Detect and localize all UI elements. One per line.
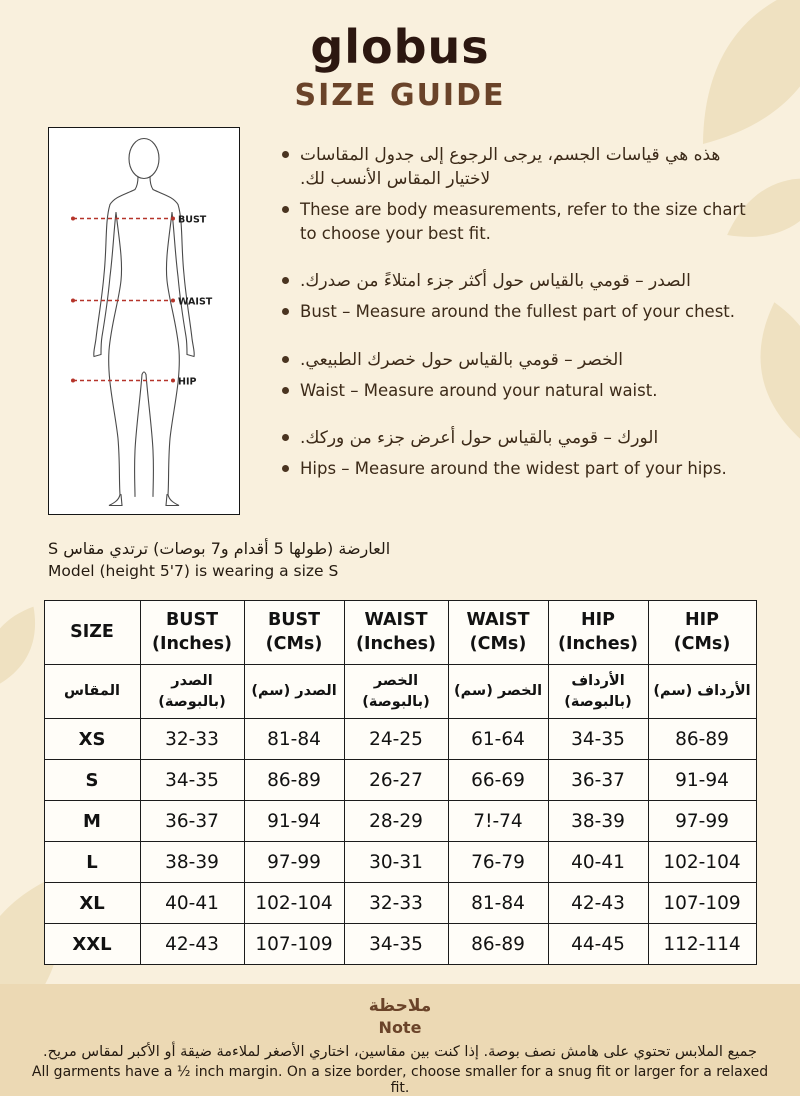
table-header-row-english <box>44 601 756 665</box>
col-header-bust-cms-ar: الصدر (سم) <box>244 665 344 719</box>
figure-outline <box>94 139 195 506</box>
table-row-m <box>44 801 756 842</box>
instruction-text-arabic: هذه هي قياسات الجسم، يرجى الرجوع إلى جدول المقاسات لاختيار المقاس الأنسب لك. <box>300 145 721 190</box>
col-header-waist-cms-ar: الخصر (سم) <box>448 665 548 719</box>
instruction-text-arabic: الخصر – قومي بالقياس حول خصرك الطبيعي. <box>300 349 624 370</box>
note-body-arabic: جميع الملابس تحتوي على هامش نصف بوصة. إذا كنت بين مقاسين، اختاري الأصغر لملاءمة ضيقة أو الأكبر لمقاس مريح. <box>43 1044 757 1060</box>
instruction-item <box>282 348 752 372</box>
value-cell: 102-104 <box>648 842 756 883</box>
table-row-xs <box>44 719 756 760</box>
value-cell: 81-84 <box>448 883 548 924</box>
value-cell: 107-109 <box>244 924 344 965</box>
body-figure-illustration <box>49 128 239 514</box>
size-cell: XXL <box>44 924 140 965</box>
col-header-hip-inches: HIP (Inches) <box>548 601 648 665</box>
table-row-xxl <box>44 924 756 965</box>
col-header-waist-cms: WAIST (CMs) <box>448 601 548 665</box>
col-header-hip-inches-ar: الأرداف (بالبوصة) <box>548 665 648 719</box>
table-row-l <box>44 842 756 883</box>
col-header-waist-inches: WAIST (Inches) <box>344 601 448 665</box>
instruction-group-hips <box>282 426 752 481</box>
col-header-hip-cms: HIP (CMs) <box>648 601 756 665</box>
instruction-text-arabic: الورك – قومي بالقياس حول أعرض جزء من وركك. <box>300 428 659 449</box>
instruction-item <box>282 457 752 480</box>
size-cell: S <box>44 760 140 801</box>
header <box>0 0 800 113</box>
value-cell: 32-33 <box>344 883 448 924</box>
bullet-icon <box>282 277 289 284</box>
col-header-size-ar: المقاس <box>44 665 140 719</box>
bullet-icon <box>282 151 289 158</box>
value-cell: 26-27 <box>344 760 448 801</box>
value-cell: 42-43 <box>140 924 244 965</box>
note-section <box>0 984 800 1096</box>
instruction-group-waist <box>282 348 752 403</box>
model-note-arabic: العارضة (طولها 5 أقدام و7 بوصات) ترتدي مقاس S <box>48 539 391 558</box>
col-header-waist-inches-ar: الخصر (بالبوصة) <box>344 665 448 719</box>
instruction-item <box>282 300 752 323</box>
table-header-row-arabic <box>44 665 756 719</box>
value-cell: 34-35 <box>140 760 244 801</box>
size-cell: XL <box>44 883 140 924</box>
value-cell: 38-39 <box>548 801 648 842</box>
bullet-icon <box>282 308 289 315</box>
value-cell: 30-31 <box>344 842 448 883</box>
value-cell: 36-37 <box>548 760 648 801</box>
size-chart-table <box>44 600 757 965</box>
page-title: SIZE GUIDE <box>294 78 506 113</box>
body-measurement-figure <box>48 127 240 515</box>
note-body-english: All garments have a ½ inch margin. On a size border, choose smaller for a snug fit or larger for a relaxed fit. <box>31 1064 769 1096</box>
value-cell: 86-89 <box>648 719 756 760</box>
value-cell: 97-99 <box>648 801 756 842</box>
value-cell: 38-39 <box>140 842 244 883</box>
bullet-icon <box>282 356 289 363</box>
value-cell: 24-25 <box>344 719 448 760</box>
value-cell: 40-41 <box>548 842 648 883</box>
bullet-icon <box>282 387 289 394</box>
instruction-item <box>282 198 752 245</box>
instructions-list <box>282 127 752 515</box>
instruction-item <box>282 269 752 293</box>
size-cell: L <box>44 842 140 883</box>
value-cell: 86-89 <box>244 760 344 801</box>
value-cell: 44-45 <box>548 924 648 965</box>
bullet-icon <box>282 465 289 472</box>
size-cell: M <box>44 801 140 842</box>
instruction-item <box>282 143 752 191</box>
value-cell: 40-41 <box>140 883 244 924</box>
model-note-english: Model (height 5'7) is wearing a size S <box>48 562 339 580</box>
size-cell: XS <box>44 719 140 760</box>
col-header-bust-cms: BUST (CMs) <box>244 601 344 665</box>
value-cell: 81-84 <box>244 719 344 760</box>
brand-logo: globus <box>310 20 490 74</box>
value-cell: 61-64 <box>448 719 548 760</box>
value-cell: 91-94 <box>648 760 756 801</box>
instruction-text-english: Bust – Measure around the fullest part of your chest. <box>300 302 736 322</box>
value-cell: 32-33 <box>140 719 244 760</box>
value-cell: 107-109 <box>648 883 756 924</box>
table-row-s <box>44 760 756 801</box>
note-title-arabic: ملاحظة <box>368 996 432 1016</box>
value-cell: 36-37 <box>140 801 244 842</box>
instruction-text-english: These are body measurements, refer to the size chart to choose your best fit. <box>300 200 746 243</box>
bullet-icon <box>282 206 289 213</box>
col-header-bust-inches: BUST (Inches) <box>140 601 244 665</box>
value-cell: 86-89 <box>448 924 548 965</box>
value-cell: 97-99 <box>244 842 344 883</box>
hip-label: HIP <box>178 376 197 388</box>
bust-label: BUST <box>178 214 207 226</box>
col-header-size: SIZE <box>44 601 140 665</box>
table-row-xl <box>44 883 756 924</box>
instruction-group-general <box>282 143 752 245</box>
value-cell: 34-35 <box>548 719 648 760</box>
value-cell: 28-29 <box>344 801 448 842</box>
value-cell: 102-104 <box>244 883 344 924</box>
value-cell: 7!-74 <box>448 801 548 842</box>
value-cell: 66-69 <box>448 760 548 801</box>
waist-label: WAIST <box>178 296 213 308</box>
instruction-group-bust <box>282 269 752 324</box>
measurement-lines <box>71 217 175 383</box>
col-header-hip-cms-ar: الأرداف (سم) <box>648 665 756 719</box>
value-cell: 91-94 <box>244 801 344 842</box>
note-title-english: Note <box>378 1018 422 1037</box>
instruction-text-english: Hips – Measure around the widest part of your hips. <box>300 459 727 479</box>
instruction-text-arabic: الصدر – قومي بالقياس حول أكثر جزء امتلاءً من صدرك. <box>300 271 691 292</box>
col-header-bust-inches-ar: الصدر (بالبوصة) <box>140 665 244 719</box>
value-cell: 34-35 <box>344 924 448 965</box>
value-cell: 112-114 <box>648 924 756 965</box>
instruction-item <box>282 426 752 450</box>
measurement-section <box>0 113 800 515</box>
value-cell: 42-43 <box>548 883 648 924</box>
model-note <box>0 515 800 580</box>
instruction-item <box>282 379 752 402</box>
instruction-text-english: Waist – Measure around your natural waist. <box>300 380 658 400</box>
bullet-icon <box>282 434 289 441</box>
value-cell: 76-79 <box>448 842 548 883</box>
